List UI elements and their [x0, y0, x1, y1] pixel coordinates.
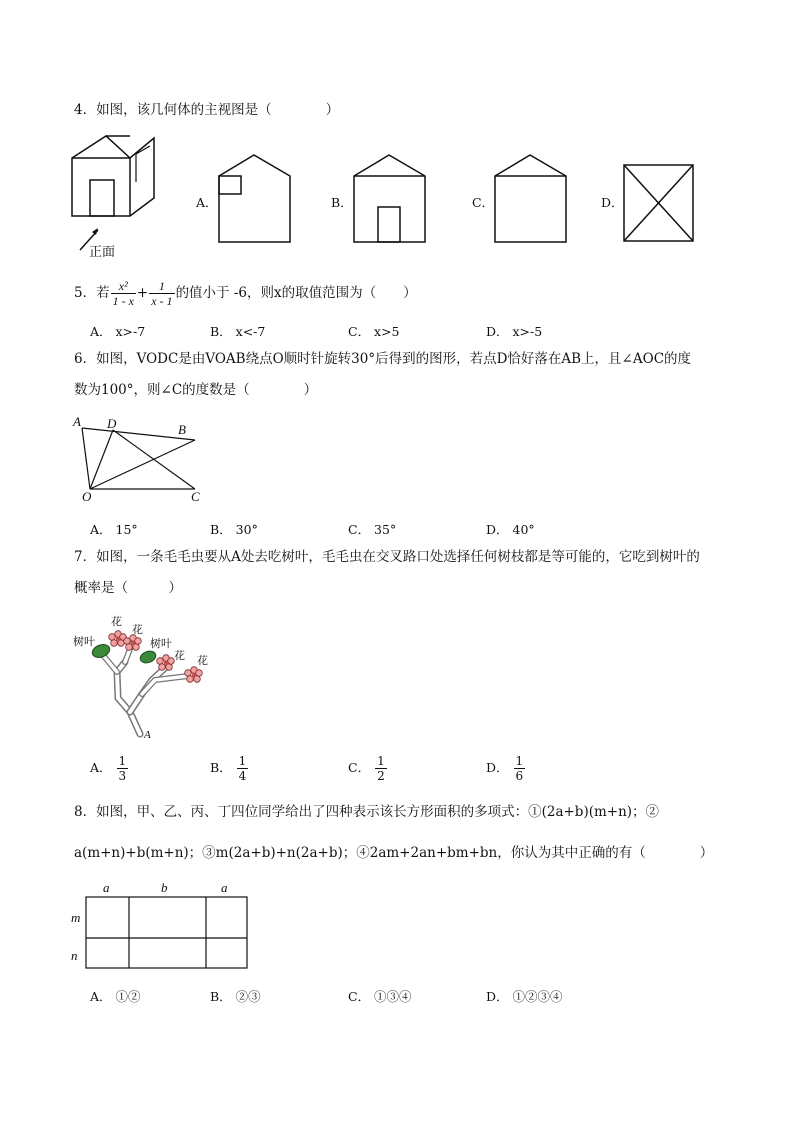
q7-option-a-fraction: [117, 754, 129, 783]
rect-top-label-a1: a: [103, 880, 110, 895]
q7-option-d-fraction: [514, 754, 526, 783]
q7-option-b[interactable]: [210, 754, 249, 783]
q4-option-c-figure[interactable]: [494, 154, 568, 244]
q5-frac2-den: x - 1: [151, 294, 173, 308]
rect-side-label-n: n: [71, 948, 78, 963]
q7-tree-figure: [70, 612, 220, 742]
q7-option-a[interactable]: [90, 754, 129, 783]
q7-option-c-num: 1: [377, 754, 385, 768]
q5-stem: [74, 279, 417, 308]
q8-option-b[interactable]: B． ②③: [210, 989, 261, 1004]
q7-option-b-num: 1: [238, 754, 247, 768]
tree-label-flower-3: 花: [174, 649, 185, 662]
q4-solid-figure: [70, 134, 160, 264]
q7-option-b-letter: B．: [210, 760, 232, 775]
q8-stem-line1: 8．如图，甲、乙、丙、丁四位同学给出了四种表示该长方形面积的多项式：①(2a+b)(m+n)；②: [74, 804, 660, 820]
q6-option-b[interactable]: B． 30°: [210, 522, 258, 537]
q7-option-d-letter: D．: [486, 760, 509, 775]
q8-option-c[interactable]: C． ①③④: [348, 989, 412, 1004]
point-c-label: C: [191, 489, 200, 504]
rect-side-label-m: m: [71, 910, 81, 925]
q6-option-d[interactable]: D． 40°: [486, 522, 535, 537]
q4-option-c-label[interactable]: C．: [472, 195, 495, 210]
q7-option-a-letter: A．: [90, 760, 112, 775]
q6-option-c[interactable]: C． 35°: [348, 522, 397, 537]
q6-triangle-figure: [70, 412, 210, 504]
q7-stem-line1: 7．如图，一条毛毛虫要从A处去吃树叶，毛毛虫在交叉路口处选择任何树枝都是等可能的，它吃到树叶的: [74, 549, 700, 565]
q4-option-b-label[interactable]: B．: [331, 195, 353, 210]
tree-label-flower-1: 花: [111, 615, 122, 628]
q6-stem-line2: 数为100°，则∠C的度数是（ ）: [74, 382, 318, 398]
q4-stem: 4．如图，该几何体的主视图是（ ）: [74, 102, 340, 118]
q4-option-d-figure[interactable]: [623, 164, 695, 242]
q4-option-a-figure[interactable]: [218, 154, 292, 244]
q5-frac1-num: x²: [111, 279, 136, 294]
tree-label-a: A: [144, 729, 151, 741]
q5-option-d[interactable]: D． x>-5: [486, 324, 543, 339]
rect-top-label-a2: a: [221, 880, 228, 895]
q6-option-a[interactable]: A． 15°: [90, 522, 138, 537]
q7-option-b-den: 4: [238, 769, 247, 783]
q5-option-c[interactable]: C． x>5: [348, 324, 400, 339]
q5-frac1-den: 1 - x: [112, 294, 134, 308]
q4-option-d-label[interactable]: D．: [601, 195, 624, 210]
q7-option-d-num: 1: [515, 754, 524, 768]
front-label: 正面: [89, 245, 116, 260]
point-d-label: D: [107, 416, 117, 431]
q8-stem-line2: a(m+n)+b(m+n)；③m(2a+b)+n(2a+b)；④2am+2an+bm+bn，你认为其中正确的有（ ）: [74, 845, 714, 861]
tree-label-flower-4: 花: [197, 654, 208, 667]
q7-option-c[interactable]: [348, 754, 388, 783]
q7-option-a-num: 1: [118, 754, 127, 768]
q7-stem-line2: 概率是（ ）: [74, 580, 182, 596]
q7-option-c-fraction: [375, 754, 387, 783]
q4-option-b-figure[interactable]: [353, 154, 427, 244]
q7-option-c-letter: C．: [348, 760, 371, 775]
q8-option-a[interactable]: A． ①②: [90, 989, 141, 1004]
q5-fraction-1: [111, 279, 136, 308]
q5-prefix: 5．若: [74, 285, 110, 301]
q6-stem-line1: 6．如图，VODC是由VOAB绕点O顺时针旋转30°后得到的图形，若点D恰好落在AB上，且∠AOC的度: [74, 351, 692, 367]
tree-label-leaf-1: 树叶: [73, 635, 95, 648]
q5-plus: +: [136, 285, 149, 301]
point-a-label: A: [73, 414, 81, 429]
q5-option-b[interactable]: B． x<-7: [210, 324, 266, 339]
q8-option-d[interactable]: D． ①②③④: [486, 989, 563, 1004]
q8-rectangle-figure: [68, 880, 253, 972]
point-o-label: O: [82, 489, 92, 504]
tree-label-flower-2: 花: [132, 623, 143, 636]
q7-option-b-fraction: [237, 754, 249, 783]
q7-option-c-den: 2: [377, 769, 385, 783]
q4-option-a-label[interactable]: A．: [196, 195, 218, 210]
point-b-label: B: [178, 422, 186, 437]
rect-top-label-b: b: [161, 880, 168, 895]
q7-option-d-den: 6: [515, 769, 524, 783]
q7-option-a-den: 3: [118, 769, 127, 783]
q7-option-d[interactable]: [486, 754, 526, 783]
q5-frac2-num: 1: [149, 279, 174, 294]
q5-option-a[interactable]: A． x>-7: [90, 324, 146, 339]
q5-suffix: 的值小于 -6，则x的取值范围为（ ）: [175, 285, 417, 301]
tree-label-leaf-2: 树叶: [150, 637, 172, 650]
q5-fraction-2: [149, 279, 174, 308]
